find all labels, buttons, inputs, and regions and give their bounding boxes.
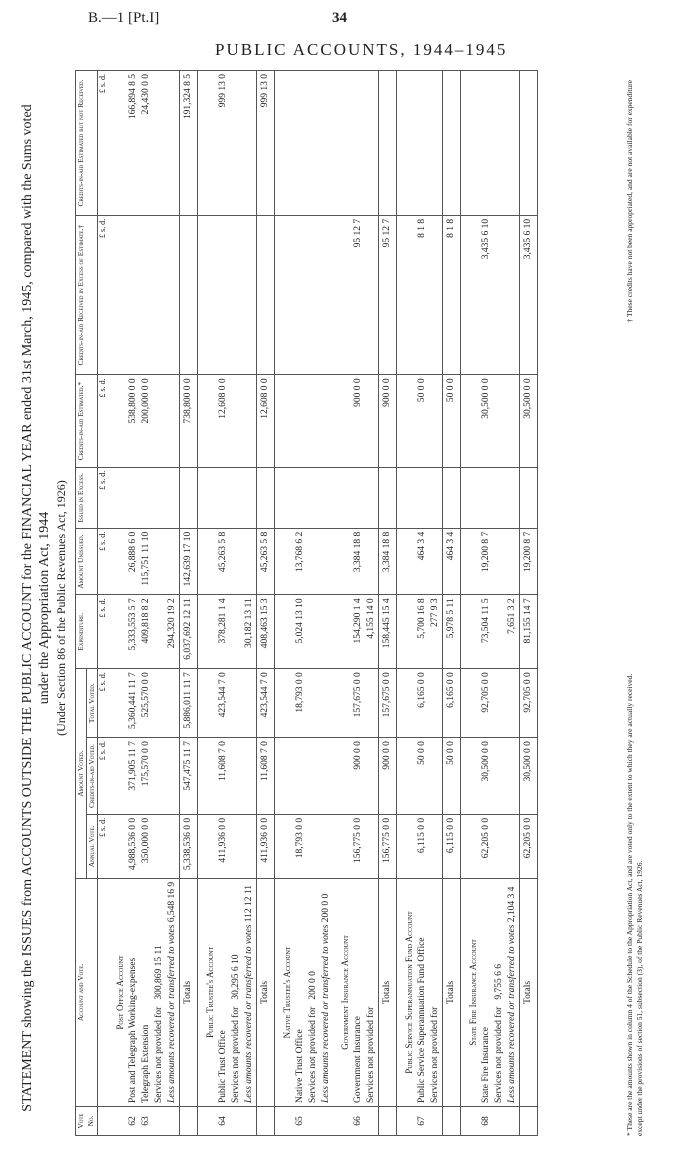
- cia-voted-value: 30,500 0 0: [520, 738, 538, 815]
- currency-label: £ s. d.: [98, 738, 109, 815]
- account-name: Less amounts recovered or transferred to votes 6,548 16 9: [166, 878, 180, 1106]
- expenditure-value: 81,155 14 7: [520, 595, 538, 669]
- total-voted-value: 423,544 7 0: [217, 669, 230, 738]
- cia-not-received-value: 166,894 8 5: [127, 71, 140, 216]
- annual-vote-value: 350,000 0 0: [140, 814, 153, 878]
- unissued-value: 3,384 18 8: [352, 528, 365, 595]
- table-row: [127, 71, 140, 1136]
- unissued-value: 45,263 5 8: [217, 528, 230, 595]
- unissued-value: 13,768 6 2: [294, 528, 307, 595]
- vote-number: 62: [127, 1107, 140, 1136]
- expenditure-value: 5,978 5 11: [443, 595, 461, 669]
- totals-row: [379, 71, 397, 1136]
- col-vote-no: Vote No.: [76, 1107, 98, 1136]
- vote-number: 68: [480, 1107, 493, 1136]
- annual-vote-value: 411,936 0 0: [257, 814, 275, 878]
- account-name: Less amounts recovered or transferred to votes 2,104 3 4: [506, 878, 520, 1106]
- expenditure-value: 5,333,553 5 7: [127, 595, 140, 669]
- page-title: PUBLIC ACCOUNTS, 1944–1945: [215, 40, 508, 59]
- expenditure-value: 73,504 11 5: [480, 595, 493, 669]
- table-row: [365, 71, 379, 1136]
- currency-row: [98, 71, 109, 1136]
- currency-label: £ s. d.: [98, 375, 109, 467]
- annual-vote-value: 62,205 0 0: [480, 814, 493, 878]
- account-name: Public Trust Office: [217, 878, 230, 1106]
- expenditure-value: 294,320 19 2: [166, 595, 180, 669]
- cia-estimated-value: 30,500 0 0: [480, 375, 493, 467]
- vote-number: 64: [217, 1107, 230, 1136]
- cia-voted-value: 175,570 0 0: [140, 738, 153, 815]
- table-row: [320, 71, 333, 1136]
- account-name: Services not provided for 30,295 6 10: [230, 878, 243, 1106]
- total-voted-value: 92,705 0 0: [480, 669, 493, 738]
- cia-not-received-value: 24,430 0 0: [140, 71, 153, 216]
- col-cia-not-received: Credits-in-aid Estimated but not Received.: [76, 71, 98, 216]
- annual-vote-value: 156,775 0 0: [352, 814, 365, 878]
- section-title: Native Trustee's Account: [282, 946, 292, 1039]
- vote-number: 65: [294, 1107, 307, 1136]
- currency-label: £ s. d.: [98, 528, 109, 595]
- cia-voted-value: 50 0 0: [416, 738, 429, 815]
- section-title: Public Trustee's Account: [205, 946, 215, 1039]
- cia-estimated-value: 30,500 0 0: [520, 375, 538, 467]
- totals-row: [520, 71, 538, 1136]
- section-title: Post Office Account: [115, 955, 125, 1030]
- table-row: [493, 71, 506, 1136]
- cia-estimated-value: 900 0 0: [379, 375, 397, 467]
- currency-label: £ s. d.: [98, 467, 109, 528]
- issues-table: [75, 70, 538, 1136]
- col-cia-voted: Credits-in-aid Voted.: [87, 738, 98, 815]
- unissued-value: 19,200 8 7: [480, 528, 493, 595]
- unissued-value: 142,639 17 10: [180, 528, 198, 595]
- expenditure-value: 408,463 15 3: [257, 595, 275, 669]
- account-name: Less amounts recovered or transferred to votes 112 12 11: [243, 878, 257, 1106]
- section-title: Government Insurance Account: [340, 935, 350, 1050]
- account-name: Government Insurance: [352, 878, 365, 1106]
- expenditure-value: 7,651 3 2: [506, 595, 520, 669]
- section-title-row: [108, 71, 127, 1136]
- cia-received-value: 3,435 6 10: [480, 215, 493, 375]
- col-total-voted: Total Voted.: [87, 669, 98, 738]
- account-name: Services not provided for: [365, 878, 379, 1106]
- expenditure-value: 6,037,692 12 11: [180, 595, 198, 669]
- footnote-star-continued: except under the provisions of section 51, subsection (3), of the Public Revenues Act, 1926.: [635, 860, 644, 1136]
- page-number: 34: [332, 10, 347, 26]
- table-row: [416, 71, 429, 1136]
- vote-number: 67: [416, 1107, 429, 1136]
- statement-line-3: (Under Section 86 of the Public Revenues Act, 1926): [54, 480, 68, 736]
- col-expenditure: Expenditure.: [76, 595, 98, 669]
- table-row: [352, 71, 365, 1136]
- expenditure-value: 154,290 1 4: [352, 595, 365, 669]
- currency-label: £ s. d.: [98, 595, 109, 669]
- annual-vote-value: 6,115 0 0: [416, 814, 429, 878]
- table-row: [294, 71, 307, 1136]
- cia-voted-value: 900 0 0: [379, 738, 397, 815]
- total-voted-value: 525,570 0 0: [140, 669, 153, 738]
- cia-received-value: 95 12 7: [352, 215, 365, 375]
- account-name: Post and Telegraph Working-expenses: [127, 878, 140, 1106]
- totals-label: Totals: [443, 878, 461, 1106]
- expenditure-value: 4,155 14 0: [365, 595, 379, 669]
- total-voted-value: 157,675 0 0: [352, 669, 365, 738]
- statement-heading: [19, 70, 70, 1146]
- total-voted-value: 5,360,441 11 7: [127, 669, 140, 738]
- cia-not-received-value: 999 13 0: [257, 71, 275, 216]
- table-row: [506, 71, 520, 1136]
- total-voted-value: 5,886,011 11 7: [180, 669, 198, 738]
- table-row: [307, 71, 320, 1136]
- totals-label: Totals: [379, 878, 397, 1106]
- cia-estimated-value: 12,608 0 0: [257, 375, 275, 467]
- table-row: [217, 71, 230, 1136]
- expenditure-value: 378,281 1 4: [217, 595, 230, 669]
- table-row: [243, 71, 257, 1136]
- total-voted-value: 157,675 0 0: [379, 669, 397, 738]
- total-voted-value: 6,165 0 0: [443, 669, 461, 738]
- account-name: State Fire Insurance: [480, 878, 493, 1106]
- expenditure-value: 5,700 16 8: [416, 595, 429, 669]
- header-reference: B.—1 [Pt.I]: [88, 10, 160, 26]
- account-name: Services not provided for 300,869 15 11: [153, 878, 166, 1106]
- cia-voted-value: 11,608 7 0: [257, 738, 275, 815]
- account-name: Services not provided for 200 0 0: [307, 878, 320, 1106]
- col-cia-received: Credits-in-aid Received in Excess of Estimate.†: [76, 215, 98, 375]
- table-row: [140, 71, 153, 1136]
- cia-voted-value: 50 0 0: [443, 738, 461, 815]
- cia-received-value: 95 12 7: [379, 215, 397, 375]
- header-row: [76, 71, 87, 1136]
- total-voted-value: 18,793 0 0: [294, 669, 307, 738]
- currency-label: £ s. d.: [98, 215, 109, 375]
- expenditure-value: 5,024 13 10: [294, 595, 307, 669]
- annual-vote-value: 411,936 0 0: [217, 814, 230, 878]
- cia-not-received-value: 999 13 0: [217, 71, 230, 216]
- unissued-value: 19,200 8 7: [520, 528, 538, 595]
- totals-label: Totals: [520, 878, 538, 1106]
- cia-voted-value: 547,475 11 7: [180, 738, 198, 815]
- cia-voted-value: 371,905 11 7: [127, 738, 140, 815]
- col-unissued: Amount Unissued.: [76, 528, 98, 595]
- section-title-row: [198, 71, 218, 1136]
- account-name: Services not provided for: [429, 878, 443, 1106]
- table-row: [153, 71, 166, 1136]
- account-name: Telegraph Extension: [140, 878, 153, 1106]
- unissued-value: 26,888 6 0: [127, 528, 140, 595]
- totals-label: Totals: [180, 878, 198, 1106]
- section-title: Public Service Superannuation Fund Account: [404, 911, 414, 1074]
- annual-vote-value: 62,205 0 0: [520, 814, 538, 878]
- annual-vote-value: 156,775 0 0: [379, 814, 397, 878]
- annual-vote-value: 5,338,536 0 0: [180, 814, 198, 878]
- table-row: [166, 71, 180, 1136]
- cia-voted-value: 900 0 0: [352, 738, 365, 815]
- cia-estimated-value: 200,000 0 0: [140, 375, 153, 467]
- section-title-row: [275, 71, 295, 1136]
- cia-not-received-value: 191,324 8 5: [180, 71, 198, 216]
- section-title-row: [461, 71, 481, 1136]
- cia-estimated-value: 900 0 0: [352, 375, 365, 467]
- expenditure-value: 158,445 15 4: [379, 595, 397, 669]
- total-voted-value: 423,544 7 0: [257, 669, 275, 738]
- unissued-value: 115,751 11 10: [140, 528, 153, 595]
- col-annual-vote: Annual Vote.: [87, 814, 98, 878]
- cia-received-value: 8 1 8: [416, 215, 429, 375]
- section-title-row: [333, 71, 352, 1136]
- table-row: [230, 71, 243, 1136]
- cia-estimated-value: 12,608 0 0: [217, 375, 230, 467]
- unissued-value: 464 3 4: [416, 528, 429, 595]
- footnote-dagger: † These credits have not been appropriated, and are not available for expenditure: [625, 80, 634, 323]
- expenditure-value: 30,182 13 11: [243, 595, 257, 669]
- col-amount-voted: Amount Voted.: [76, 669, 87, 879]
- expenditure-value: 409,818 8 2: [140, 595, 153, 669]
- annual-vote-value: 4,988,536 0 0: [127, 814, 140, 878]
- cia-estimated-value: 738,800 0 0: [180, 375, 198, 467]
- section-title: State Fire Insurance Account: [468, 939, 478, 1046]
- total-voted-value: 92,705 0 0: [520, 669, 538, 738]
- col-account: Account and Vote.: [76, 878, 98, 1106]
- footnotes: [625, 70, 645, 1136]
- rotated-statement: [15, 70, 655, 1146]
- annual-vote-value: 18,793 0 0: [294, 814, 307, 878]
- currency-label: £ s. d.: [98, 669, 109, 738]
- footnote-star: * These are the amounts shown in column 4 of the Schedule to the Appropriation Act, and are voted only to the extent to which they are actually received.: [625, 673, 634, 1136]
- expenditure-value: 277 9 3: [429, 595, 443, 669]
- table-row: [480, 71, 493, 1136]
- vote-number: 66: [352, 1107, 365, 1136]
- table-row: [429, 71, 443, 1136]
- totals-label: Totals: [257, 878, 275, 1106]
- cia-received-value: 8 1 8: [443, 215, 461, 375]
- currency-label: £ s. d.: [98, 71, 109, 216]
- section-title-row: [397, 71, 417, 1136]
- total-voted-value: 6,165 0 0: [416, 669, 429, 738]
- account-name: Native Trust Office: [294, 878, 307, 1106]
- unissued-value: 3,384 18 8: [379, 528, 397, 595]
- totals-row: [180, 71, 198, 1136]
- statement-line-1: STATEMENT showing the ISSUES from ACCOUNTS OUTSIDE THE PUBLIC ACCOUNT for the FINANCIAL YEAR ended 31st March, 1945, compared with the Sums voted: [20, 104, 35, 1112]
- cia-voted-value: 30,500 0 0: [480, 738, 493, 815]
- currency-label: £ s. d.: [98, 814, 109, 878]
- cia-estimated-value: 50 0 0: [443, 375, 461, 467]
- cia-received-value: 3,435 6 10: [520, 215, 538, 375]
- vote-number: 63: [140, 1107, 153, 1136]
- account-name: Services not provided for 9,755 6 6: [493, 878, 506, 1106]
- annual-vote-value: 6,115 0 0: [443, 814, 461, 878]
- statement-line-2: under the Appropriation Act, 1944: [37, 511, 52, 705]
- account-name: Less amounts recovered or transferred to votes 200 0 0: [320, 878, 333, 1106]
- unissued-value: 464 3 4: [443, 528, 461, 595]
- totals-row: [257, 71, 275, 1136]
- cia-voted-value: 11,608 7 0: [217, 738, 230, 815]
- totals-row: [443, 71, 461, 1136]
- cia-estimated-value: 50 0 0: [416, 375, 429, 467]
- cia-estimated-value: 538,800 0 0: [127, 375, 140, 467]
- col-excess: Issued in Excess.: [76, 467, 98, 528]
- account-name: Public Service Superannuation Fund Office: [416, 878, 429, 1106]
- unissued-value: 45,263 5 8: [257, 528, 275, 595]
- col-cia-estimated: Credits-in-aid Estimated.*: [76, 375, 98, 467]
